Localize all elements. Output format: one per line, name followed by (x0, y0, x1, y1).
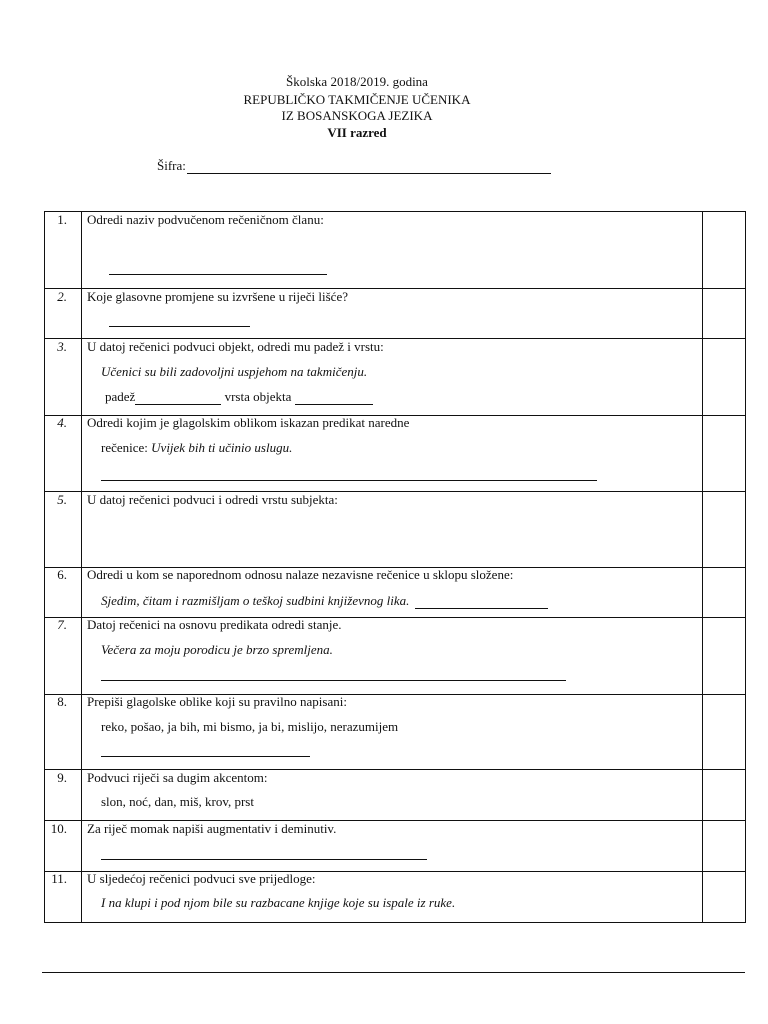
question-text: U datoj rečenici podvuci objekt, odredi mu padež i vrstu: (87, 339, 384, 354)
answer-line[interactable] (415, 595, 548, 609)
question-text: Datoj rečenici na osnovu predikata odredi stanje. (87, 617, 342, 632)
answer-line[interactable] (109, 274, 327, 275)
questions-table (44, 211, 746, 923)
question-number: 6. (57, 567, 67, 582)
footer-divider (42, 972, 745, 973)
case-answer-line[interactable] (135, 391, 221, 405)
question-sentence: Učenici su bili zadovoljni uspjehom na takmičenju. (101, 364, 368, 379)
question-number: 2. (57, 289, 67, 304)
question-number: 7. (57, 617, 67, 632)
question-text: Prepiši glagolske oblike koji su pravilno napisani: (87, 694, 347, 709)
code-label: Šifra: (157, 158, 186, 173)
question-number: 1. (57, 212, 67, 227)
question-sentence: Uvijek bih ti učinio uslugu. (151, 440, 293, 455)
question-sentence-row (101, 593, 548, 609)
school-year: Školska 2018/2019. godina (286, 74, 428, 89)
language-title: IZ BOSANSKOGA JEZIKA (281, 108, 433, 123)
question-number: 9. (57, 770, 67, 785)
object-type-answer-line[interactable] (295, 391, 373, 405)
question-sentence-row (101, 440, 292, 456)
sentence-prefix: rečenice: (101, 440, 148, 455)
question-sentence: Večera za moju porodicu je brzo spremljena. (101, 642, 333, 657)
question-number: 8. (57, 694, 67, 709)
answer-line[interactable] (101, 480, 597, 481)
answer-line[interactable] (101, 859, 427, 860)
word-list: slon, noć, dan, miš, krov, prst (101, 794, 254, 809)
case-label: padež (105, 389, 136, 404)
verb-forms: reko, pošao, ja bih, mi bismo, ja bi, mislijo, nerazumijem (101, 719, 399, 734)
code-field (157, 157, 551, 174)
question-text: U datoj rečenici podvuci i odredi vrstu subjekta: (87, 492, 338, 507)
code-input-line[interactable] (187, 159, 551, 174)
answer-row (105, 389, 373, 405)
answer-line[interactable] (109, 326, 250, 327)
competition-title: REPUBLIČKO TAKMIČENJE UČENIKA (243, 92, 471, 107)
question-sentence: I na klupi i pod njom bile su razbacane knjige koje su ispale iz ruke. (101, 895, 456, 910)
question-number: 3. (57, 339, 67, 354)
question-text: Podvuci riječi sa dugim akcentom: (87, 770, 268, 785)
grade-title: VII razred (327, 125, 387, 140)
question-text: Za riječ momak napiši augmentativ i deminutiv. (87, 821, 337, 836)
question-sentence: Sjedim, čitam i razmišljam o teškoj sudbini književnog lika. (101, 593, 410, 608)
question-text: U sljedećoj rečenici podvuci sve prijedloge: (87, 871, 316, 886)
question-text: Odredi kojim je glagolskim oblikom iskazan predikat naredne (87, 415, 410, 430)
question-number: 4. (57, 415, 67, 430)
question-number: 11. (51, 871, 67, 886)
answer-line[interactable] (101, 756, 310, 757)
question-text: Odredi u kom se naporednom odnosu nalaze nezavisne rečenice u sklopu složene: (87, 567, 514, 582)
question-text: Odredi naziv podvučenom rečeničnom članu: (87, 212, 324, 227)
question-number: 5. (57, 492, 67, 507)
question-number: 10. (50, 821, 67, 836)
question-text: Koje glasovne promjene su izvršene u riječi lišće? (87, 289, 348, 304)
object-type-label: vrsta objekta (224, 389, 292, 404)
answer-line[interactable] (101, 680, 566, 681)
